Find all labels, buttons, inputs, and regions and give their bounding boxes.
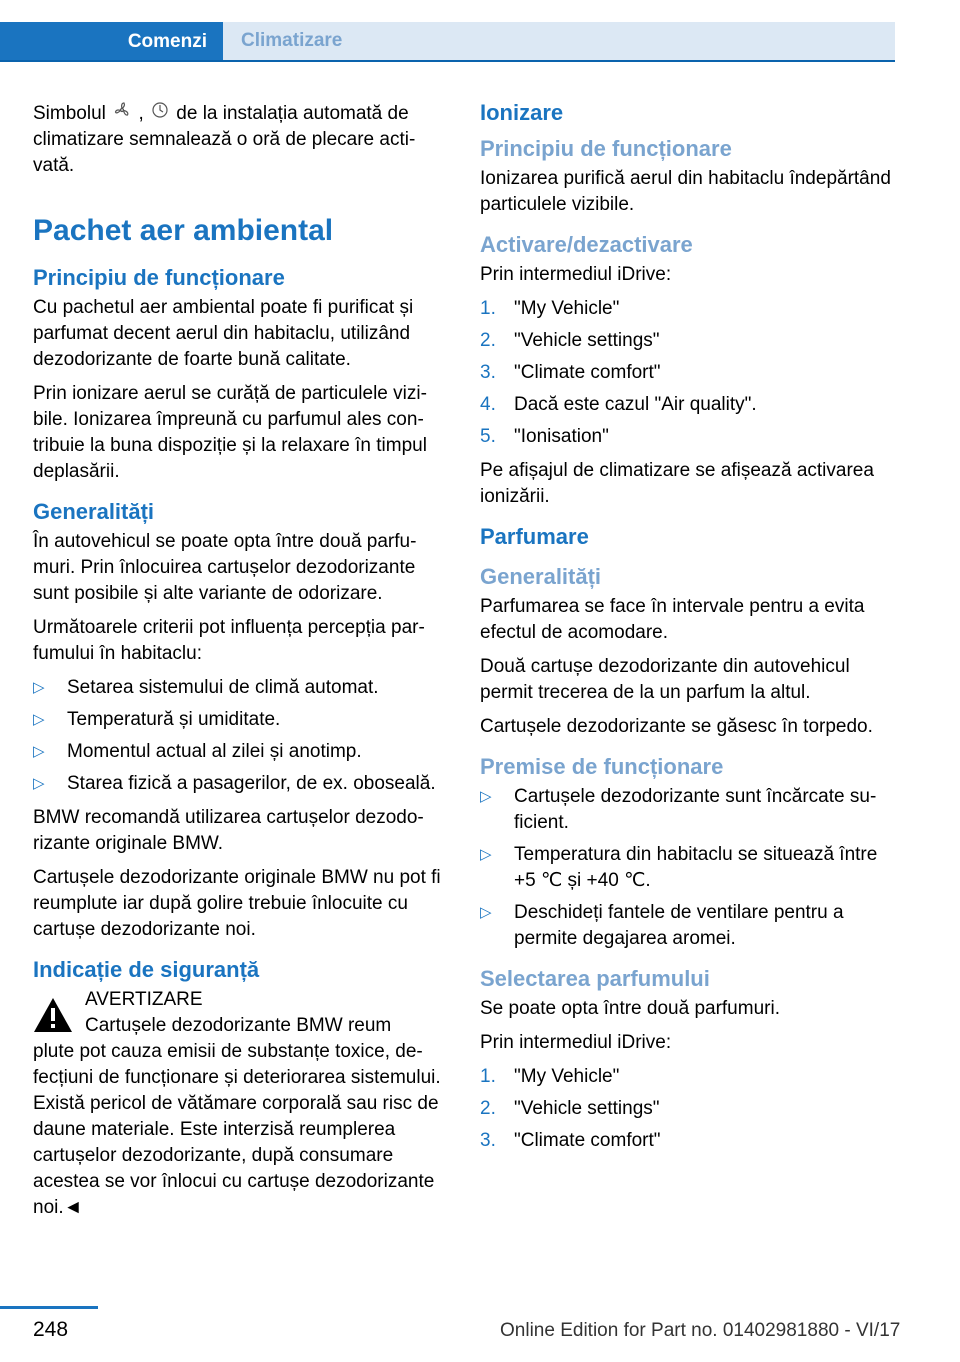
right-column xyxy=(480,100,896,1162)
list-item: 2. "Vehicle settings" xyxy=(480,330,660,351)
principiu-paragraph-2: Prin ionizare aerul se curăță de particulele vizibile. Ionizarea împreună cu parfumul ales contribuie la buna dispoziție și la relaxare în timpul deplasării. xyxy=(33,383,427,482)
header-divider xyxy=(0,60,895,62)
list-item: ▷ Momentul actual al zilei și anotimp. xyxy=(33,739,449,765)
list-item: 1. "My Vehicle" xyxy=(480,298,620,319)
list-item: ▷ Starea fizică a pasagerilor, de ex. oboseală. xyxy=(33,771,449,797)
list-item: ▷ Setarea sistemului de climă automat. xyxy=(33,675,449,701)
parfumare-heading: Parfumare xyxy=(480,524,589,549)
edition-footer: Online Edition for Part no. 01402981880 - VI/17 xyxy=(500,1320,901,1341)
recommendation-paragraph: BMW recomandă utilizarea cartușelor dezodorizante originale BMW. xyxy=(33,807,424,854)
clock-icon xyxy=(149,100,171,126)
warning-block xyxy=(33,987,449,1221)
warning-triangle-icon xyxy=(33,997,73,1033)
page-number-rule xyxy=(0,1306,98,1309)
generalitati-paragraph-1: În autovehicul se poate opta între două parfumuri. Prin înlocuirea cartușelor dezodorizante sunt posibile și alte variante de odorizare. xyxy=(33,531,417,604)
section-title: Pachet aer ambiental xyxy=(33,214,334,247)
list-item: ▷ Cartușele dezodorizante sunt încărcate suficient. xyxy=(480,786,877,833)
principiu-heading: Principiu de funcționare xyxy=(33,265,285,290)
list-item: 1. "My Vehicle" xyxy=(480,1066,620,1087)
selectare-paragraph: Se poate opta între două parfumuri. xyxy=(480,998,780,1019)
siguranta-heading: Indicație de siguranță xyxy=(33,957,260,982)
idrive-intro-1: Prin intermediul iDrive: xyxy=(480,264,672,285)
ionizare-heading: Ionizare xyxy=(480,100,564,125)
parfumare-generalitati-heading: Generalități xyxy=(480,564,602,589)
warning-label: AVERTIZARE xyxy=(85,989,203,1010)
generalitati-heading: Generalități xyxy=(33,499,155,524)
premise-list xyxy=(480,784,896,952)
warning-text-line1: Cartușele dezodorizante BMW reum xyxy=(85,1015,392,1036)
bullet-triangle-icon: ▷ xyxy=(33,679,45,696)
list-item: 4. Dacă este cazul "Air quality". xyxy=(480,394,757,415)
idrive-intro-2: Prin intermediul iDrive: xyxy=(480,1032,672,1053)
parfumare-paragraph-3: Cartușele dezodorizante se găsesc în torpedo. xyxy=(480,716,873,737)
list-item: 3. "Climate comfort" xyxy=(480,362,661,383)
intro-paragraph xyxy=(33,100,449,179)
page-number: 248 xyxy=(33,1318,69,1341)
parfumare-paragraph-1: Parfumarea se face în intervale pentru a evita efectul de acomodare. xyxy=(480,596,865,643)
display-paragraph: Pe afișajul de climatizare se afișează activarea ionizării. xyxy=(480,460,874,507)
selectare-heading: Selectarea parfumului xyxy=(480,966,710,991)
intro-suffix: de la instalația automată de climatizare semnalează o oră de plecare activată. xyxy=(33,103,416,176)
left-column xyxy=(33,100,449,1221)
intro-comma: , xyxy=(138,103,144,124)
ionisation-steps xyxy=(480,296,896,450)
cartridge-paragraph: Cartușele dezodorizante originale BMW nu pot fi reumplute iar după golire trebuie înlocuite cu cartușe dezodorizante noi. xyxy=(33,867,441,940)
generalitati-paragraph-2: Următoarele criterii pot influența percepția parfumului în habitaclu: xyxy=(33,617,425,664)
principiu-paragraph-1: Cu pachetul aer ambiental poate fi purificat și parfumat decent aerul din habitaclu, utilizând dezodorizante de foarte bună calitate. xyxy=(33,297,414,370)
list-item: 2. "Vehicle settings" xyxy=(480,1098,660,1119)
bullet-triangle-icon: ▷ xyxy=(480,846,492,863)
intro-prefix: Simbolul xyxy=(33,103,106,124)
list-item: ▷ Temperatură și umiditate. xyxy=(33,707,449,733)
fragrance-steps xyxy=(480,1064,896,1154)
tab-climatizare[interactable]: Climatizare xyxy=(223,22,895,60)
premise-heading: Premise de funcționare xyxy=(480,754,724,779)
fan-icon xyxy=(111,100,133,126)
list-item: 3. "Climate comfort" xyxy=(480,1130,661,1151)
header-bar xyxy=(0,0,895,62)
bullet-triangle-icon: ▷ xyxy=(480,788,492,805)
bullet-triangle-icon: ▷ xyxy=(33,743,45,760)
warning-text: plute pot cauza emisii de substanțe toxice, defecțiuni de funcționare și deteriorarea sistemului. Există pericol de vătămare corporală sau risc de daune materiale. Este interzisă reumplerea cartușelor dezodorizante, după consumare acestea se vor înlocui cu cartușe dezodorizante noi.◄ xyxy=(33,1041,441,1218)
bullet-triangle-icon: ▷ xyxy=(33,775,45,792)
list-item: ▷ Deschideți fantele de ventilare pentru a permite degajarea aromei. xyxy=(480,902,844,949)
ionizare-principiu-paragraph: Ionizarea purifică aerul din habitaclu îndepărtând particulele vizibile. xyxy=(480,168,891,215)
activare-heading: Activare/dezactivare xyxy=(480,232,693,257)
tab-comenzi[interactable]: Comenzi xyxy=(0,22,223,62)
bullet-triangle-icon: ▷ xyxy=(480,904,492,921)
parfumare-paragraph-2: Două cartușe dezodorizante din autovehicul permit trecerea de la un parfum la altul. xyxy=(480,656,850,703)
bullet-triangle-icon: ▷ xyxy=(33,711,45,728)
list-item: ▷ Temperatura din habitaclu se situează între +5 ℃ și +40 ℃. xyxy=(480,844,878,891)
ionizare-principiu-heading: Principiu de funcționare xyxy=(480,136,732,161)
criteria-list xyxy=(33,675,449,797)
list-item: 5. "Ionisation" xyxy=(480,426,609,447)
